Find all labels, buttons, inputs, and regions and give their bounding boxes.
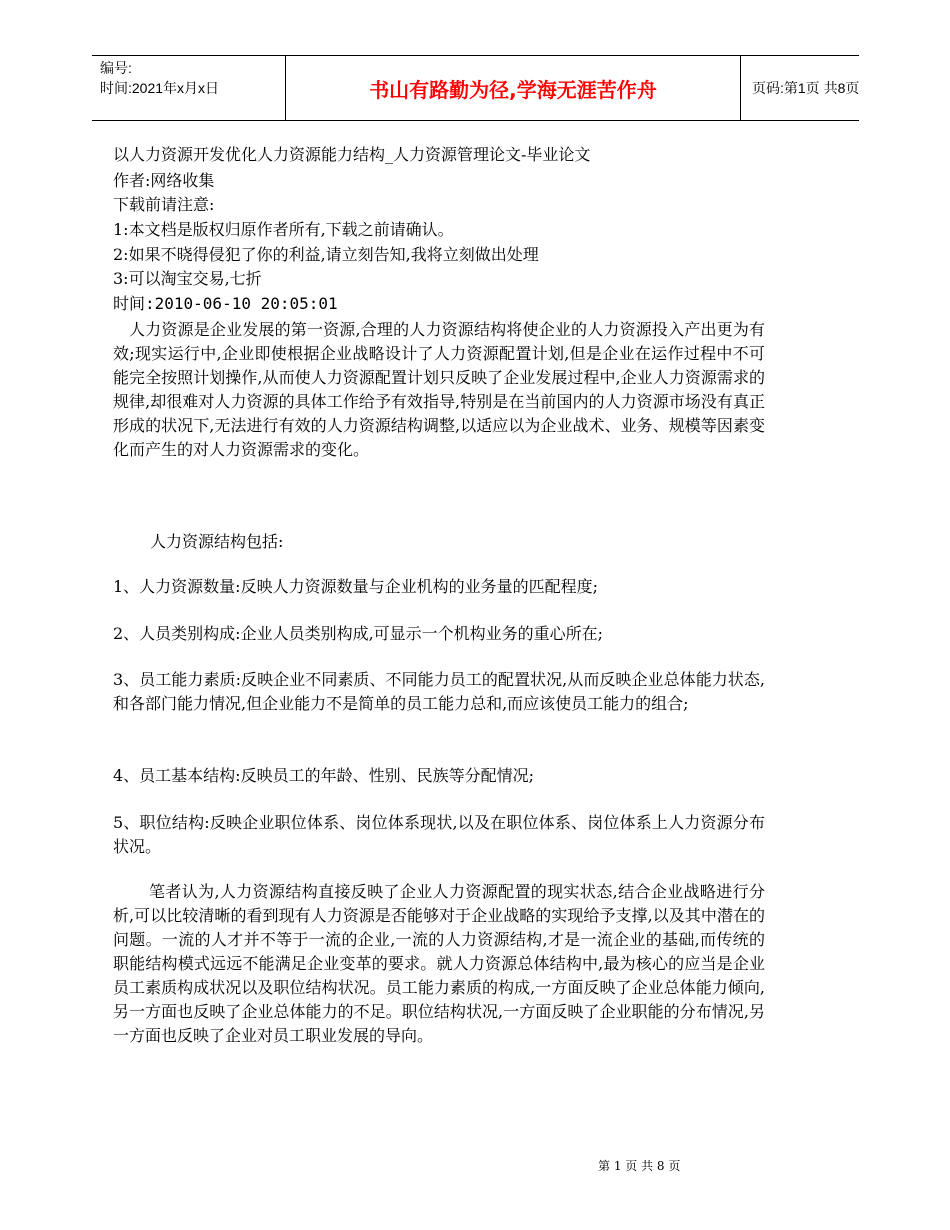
structure-item: 3、员工能力素质:反映企业不同素质、不同能力员工的配置状况,从而反映企业总体能力状态,和各部门能力情况,但企业能力不是简单的员工能力总和,而应该使员工能力的组合;	[113, 670, 765, 713]
header-meta	[100, 58, 285, 98]
intro-paragraph: 人力资源是企业发展的第一资源,合理的人力资源结构将使企业的人力资源投入产出更为有效;现实运行中,企业即使根据企业战略设计了人力资源配置计划,但是企业在运作过程中不可能完全按照计划操作,从而使人力资源配置计划只反映了企业发展过程中,企业人力资源需求的规律,却很难对人力资源的具体工作给予有效指导,特别是在当前国内的人力资源市场没有真正形成的状况下,无法进行有效的人力资源结构调整,以适应以为企业战术、业务、规模等因素变化而产生的对人力资源需求的变化。	[113, 320, 765, 459]
page-header	[92, 55, 859, 121]
structure-item: 2、人员类别构成:企业人员类别构成,可显示一个机构业务的重心所在;	[113, 624, 604, 643]
structure-item: 5、职位结构:反映企业职位体系、岗位体系现状,以及在职位体系、岗位体系上人力资源分布状况。	[113, 813, 765, 856]
header-page-info: 页码:第1页 共8页	[752, 80, 860, 96]
notice-heading: 下载前请注意:	[113, 195, 215, 214]
document-title: 以人力资源开发优化人力资源能力结构_人力资源管理论文-毕业论文	[113, 145, 591, 164]
document-time-label: 时间:2021年x月x日	[100, 80, 220, 96]
structure-item: 1、人力资源数量:反映人力资源数量与企业机构的业务量的匹配程度;	[113, 577, 598, 596]
structure-heading: 人力资源结构包括:	[150, 532, 284, 551]
document-number-label: 编号:	[100, 60, 132, 76]
page-footer: 第 1 页 共 8 页	[598, 1159, 681, 1173]
conclusion-paragraph: 笔者认为,人力资源结构直接反映了企业人力资源配置的现实状态,结合企业战略进行分析,可以比较清晰的看到现有人力资源是否能够对于企业战略的实现给予支撑,以及其中潜在的问题。一流的人才并不等于一流的企业,一流的人力资源结构,才是一流企业的基础,而传统的职能结构模式远远不能满足企业变革的要求。就人力资源总体结构中,最为核心的应当是企业员工素质构成状况以及职位结构状况。员工能力素质的构成,一方面反映了企业总体能力倾向,另一方面也反映了企业总体能力的不足。职位结构状况,一方面反映了企业职能的分布情况,另一方面也反映了企业对员工职业发展的导向。	[113, 882, 765, 1045]
header-motto: 书山有路勤为径,学海无涯苦作舟	[285, 56, 741, 120]
notice-item: 3:可以淘宝交易,七折	[113, 269, 262, 288]
document-timestamp: 时间:2010-06-10 20:05:01	[113, 294, 338, 313]
notice-item: 2:如果不晓得侵犯了你的利益,请立刻告知,我将立刻做出处理	[113, 245, 539, 264]
notice-item: 1:本文档是版权归原作者所有,下载之前请确认。	[113, 220, 454, 239]
structure-item: 4、员工基本结构:反映员工的年龄、性别、民族等分配情况;	[113, 766, 534, 785]
document-author: 作者:网络收集	[113, 171, 215, 190]
